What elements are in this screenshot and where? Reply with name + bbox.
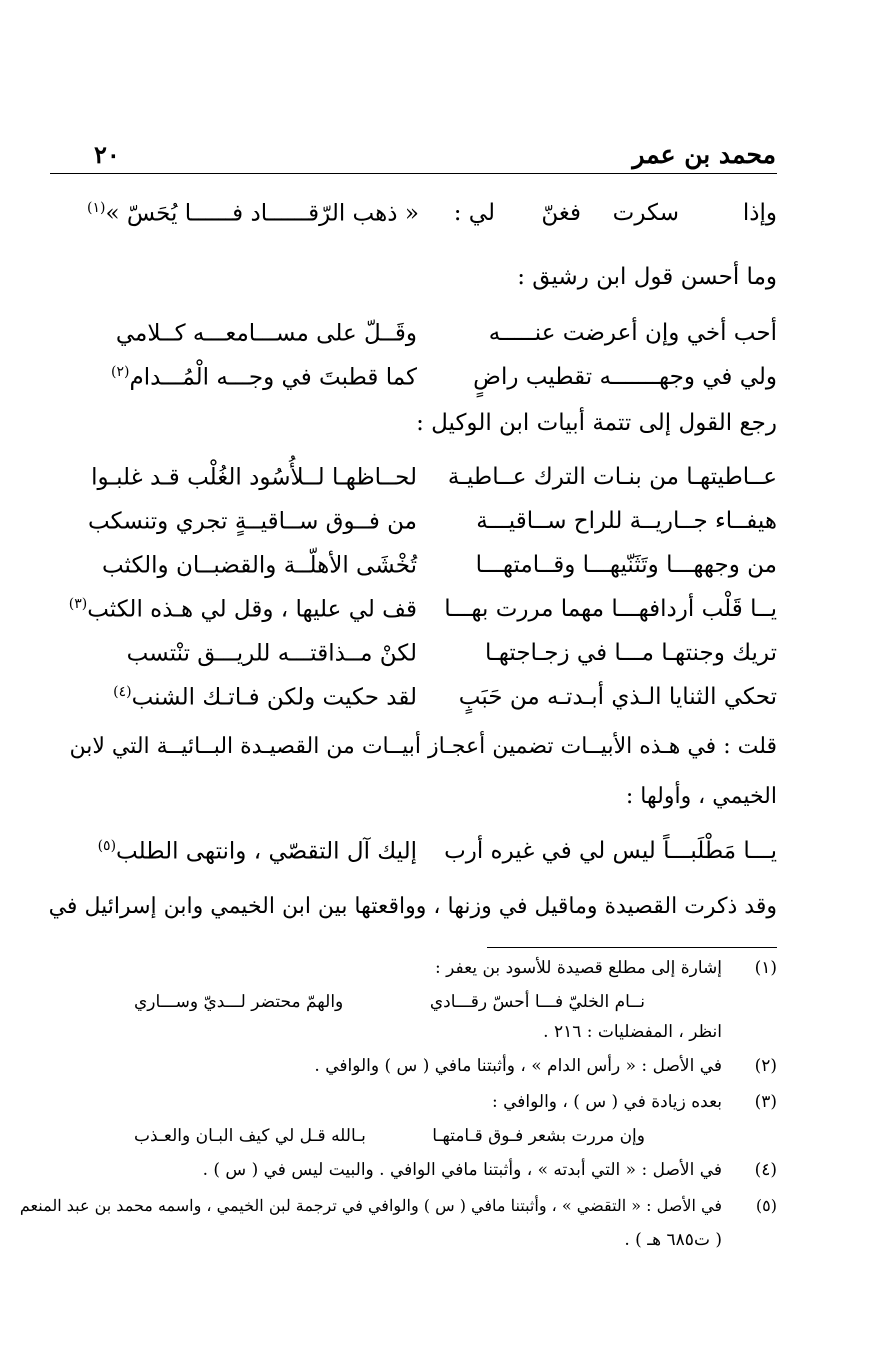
footnote-hemistich: والهمّ محتضر لـــديّ وســـاري bbox=[134, 992, 344, 1012]
paragraph-line: الخيمي ، وأولها : bbox=[625, 784, 777, 809]
transition-line: رجع القول إلى تتمة أبيات ابن الوكيل : bbox=[416, 410, 777, 436]
verse bbox=[97, 684, 777, 720]
second-hemistich bbox=[97, 364, 417, 391]
footnote-text: بعده زيادة في ( س ) ، والوافي : bbox=[491, 1092, 722, 1112]
first-hemistich: تريك وجنتهـا مـــا في زجـاجتهـا bbox=[485, 640, 777, 666]
second-hemistich bbox=[97, 838, 417, 865]
hemistich-text: تُخْشَى الأهلّــة والقضبــان والكثب bbox=[101, 552, 417, 579]
first-hemistich: أحب أخي وإن أعرضت عنـــــه bbox=[488, 320, 777, 346]
first-hemistich: ولي في وجهـــــــه تقطيب راضٍ bbox=[473, 364, 777, 390]
second-hemistich bbox=[97, 640, 417, 667]
first-hemistich: عــاطيتهـا من بنـات الترك عــاطيـة bbox=[447, 464, 777, 490]
footnote-text: في الأصل : « رأس الدام » ، وأثبتنا مافي ( س ) والوافي . bbox=[314, 1056, 722, 1076]
page-number: ٢٠ bbox=[94, 140, 120, 169]
hemistich-text: قف لي عليها ، وقل لي هـذه الكثب bbox=[87, 596, 417, 623]
running-title: محمد بن عمر bbox=[632, 140, 776, 169]
verse-hemistich bbox=[87, 200, 419, 227]
hemistich-text: لقد حكيت ولكن فـاتـك الشنب bbox=[131, 684, 417, 711]
quoted-hemistich: « ذهب الرّقــــــاد فــــــا يُحَسّ » bbox=[105, 200, 419, 227]
footnote-text: في الأصل : « التقضي » ، وأثبتنا مافي ( س ) والوافي في ترجمة لبن الخيمي ، واسمه محمد بن عبد المنعم bbox=[19, 1196, 722, 1215]
footnote-number: (١) bbox=[754, 958, 777, 978]
footnote-text: ( ت٦٨٥ هـ ) . bbox=[624, 1230, 722, 1250]
footnote-text: انظر ، المفضليات : ٢١٦ . bbox=[543, 1022, 722, 1042]
footnote-hemistich: نــام الخليّ فـــا أحسّ رقـــادي bbox=[429, 992, 645, 1012]
verse bbox=[68, 596, 777, 632]
footnote-marker: (١) bbox=[87, 200, 106, 216]
hemistich-text: إليك آل التقصّي ، وانتهى الطلب bbox=[116, 838, 417, 865]
footnote-number: (٤) bbox=[754, 1160, 777, 1180]
first-hemistich: يــا قَلْب أردافهـــا مهما مررت بهـــا bbox=[444, 596, 777, 622]
footnote-marker: (٣) bbox=[68, 596, 88, 612]
first-hemistich: من وجههـــا وتَثَنّيهـــا وقــامتهـــا bbox=[475, 552, 777, 578]
verse-word: وإذا bbox=[742, 200, 777, 226]
verse bbox=[97, 838, 777, 874]
hemistich-text: وقَــلّ على مســـامعـــه كــلامي bbox=[115, 320, 417, 347]
hemistich-text: من فــوق ســاقيــةٍ تجري وتنسكب bbox=[88, 508, 417, 535]
second-hemistich bbox=[97, 552, 417, 579]
first-hemistich: تحكي الثنايا الـذي أبـدتـه من حَبَبٍ bbox=[458, 684, 777, 710]
verse bbox=[97, 320, 777, 356]
footnote-marker: (٢) bbox=[110, 364, 130, 380]
verse bbox=[88, 508, 777, 544]
footnote-marker: (٤) bbox=[113, 684, 132, 700]
header-rule bbox=[50, 173, 777, 174]
hemistich-text: لكنْ مــذاقتـــه للريـــق تنْتسب bbox=[126, 640, 417, 667]
second-hemistich bbox=[97, 684, 417, 711]
footnote-hemistich: بـالله قـل لي كيف البـان والعـذب bbox=[134, 1126, 366, 1146]
verse-word: فغنّ bbox=[541, 200, 581, 226]
second-hemistich bbox=[91, 464, 417, 491]
second-hemistich bbox=[68, 596, 417, 623]
footnote-number: (٢) bbox=[754, 1056, 777, 1076]
verse bbox=[97, 640, 777, 676]
first-hemistich: يـــا مَطْلَبـــاً ليس لي في غيره أرب bbox=[444, 838, 777, 864]
verse-word: سكرت bbox=[612, 200, 679, 226]
footnote-number: (٣) bbox=[754, 1092, 777, 1112]
footnote-rule bbox=[487, 947, 777, 948]
second-hemistich bbox=[97, 320, 417, 347]
footnote-hemistich: وإن مررت بشعر فـوق قـامتهـا bbox=[432, 1126, 645, 1146]
second-hemistich bbox=[88, 508, 417, 535]
paragraph-line: وقد ذكرت القصيدة وماقيل في وزنها ، وواقعتها بين ابن الخيمي وابن إسرائيل في bbox=[48, 894, 777, 919]
first-hemistich: هيفــاء جــاريــة للراح ســاقيـــة bbox=[476, 508, 777, 534]
verse bbox=[97, 364, 777, 400]
paragraph-line: قلت : في هـذه الأبيــات تضمين أعجـاز أبيــات من القصيـدة البــائيــة التي لابن bbox=[69, 734, 777, 759]
footnote-text: في الأصل : « التي أبدته » ، وأثبتنا مافي الوافي . والبيت ليس في ( س ) . bbox=[202, 1160, 722, 1180]
footnote-text: إشارة إلى مطلع قصيدة للأسود بن يعفر : bbox=[435, 958, 722, 978]
hemistich-text: كما قطبتَ في وجـــه الْمُـــدام bbox=[129, 364, 417, 391]
intro-line: وما أحسن قول ابن رشيق : bbox=[517, 264, 777, 290]
footnote-marker: (٥) bbox=[97, 838, 117, 854]
verse bbox=[97, 552, 777, 588]
verse bbox=[91, 464, 777, 500]
verse-word: لي : bbox=[453, 200, 495, 226]
footnote-number: (٥) bbox=[755, 1196, 777, 1215]
page-header bbox=[86, 140, 776, 174]
opening-verse bbox=[87, 200, 777, 236]
hemistich-text: لحــاظهـا لــلأُسُود الغُلْب قـد غلبـوا bbox=[91, 464, 417, 491]
